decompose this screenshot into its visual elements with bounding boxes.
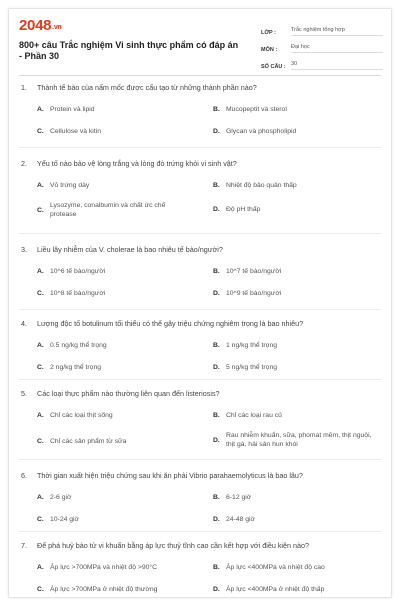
question-number: 6. <box>21 471 27 480</box>
option-text: Áp lực <400MPa và nhiệt độ cao <box>226 564 325 571</box>
option-b[interactable] <box>213 105 371 114</box>
document-page <box>8 8 392 598</box>
option-letter: A. <box>37 106 44 113</box>
meta-row-count <box>261 53 383 70</box>
question-separator <box>19 379 381 380</box>
question-number: 4. <box>21 319 27 328</box>
question-separator <box>19 233 381 234</box>
option-letter: B. <box>213 564 220 571</box>
meta-value: Trắc nghiệm tổng hợp <box>291 27 383 36</box>
option-letter: A. <box>37 342 44 349</box>
question-text <box>21 541 381 551</box>
document-title: 800+ câu Trắc nghiệm Vi sinh thực phẩm có đáp án - Phần 30 <box>19 40 239 61</box>
option-c[interactable] <box>37 515 195 524</box>
question-number: 2. <box>21 159 27 168</box>
meta-label: MÔN : <box>261 47 278 53</box>
question-prompt: Yếu tố nào bảo vệ lòng trắng và lòng đỏ trứng khỏi vi sinh vật? <box>37 159 237 168</box>
document-header <box>9 9 391 73</box>
option-letter: A. <box>37 412 44 419</box>
option-text: Glycan và phospholipid <box>226 128 297 135</box>
option-b[interactable] <box>213 493 371 502</box>
question-separator <box>19 309 381 310</box>
option-a[interactable] <box>37 341 195 350</box>
option-letter: C. <box>37 364 44 371</box>
option-text: 10^9 tế bào/người <box>226 290 282 297</box>
option-text: 10^8 tế bào/người <box>50 290 106 297</box>
option-text: Vỏ trứng dày <box>50 182 90 189</box>
option-text: Mucopeptit và sterol <box>226 106 287 113</box>
question-number: 3. <box>21 245 27 254</box>
option-d[interactable] <box>213 127 371 136</box>
header-divider <box>19 75 381 76</box>
option-letter: A. <box>37 182 44 189</box>
option-c[interactable] <box>37 289 195 298</box>
question-number: 5. <box>21 389 27 398</box>
question-text <box>21 319 381 329</box>
option-letter: B. <box>213 182 220 189</box>
option-b[interactable] <box>213 563 371 572</box>
option-text: Nhiệt độ bảo quản thấp <box>226 182 297 189</box>
option-text: Protein và lipid <box>50 106 95 113</box>
option-b[interactable] <box>213 411 371 420</box>
option-d[interactable] <box>213 431 378 449</box>
option-text: Áp lực >700MPa và nhiệt độ >90°C <box>50 564 158 571</box>
option-text: 2-6 giờ <box>50 494 72 501</box>
question-prompt: Lượng độc tố botulinum tối thiểu có thể gây triệu chứng nghiêm trọng là bao nhiêu? <box>37 319 304 328</box>
question-number: 1. <box>21 83 27 92</box>
option-letter: C. <box>37 128 44 135</box>
option-text: 10-24 giờ <box>50 516 80 523</box>
option-letter: A. <box>37 268 44 275</box>
option-c[interactable] <box>37 201 180 219</box>
option-text: 24-48 giờ <box>226 516 256 523</box>
option-letter: C. <box>37 438 44 445</box>
option-b[interactable] <box>213 267 371 276</box>
option-letter: C. <box>37 206 44 214</box>
question-prompt: Thời gian xuất hiện triệu chứng sau khi ăn phải Vibrio parahaemolyticus là bao lâu? <box>37 471 303 480</box>
option-text: Độ pH thấp <box>226 206 261 213</box>
option-letter: A. <box>37 494 44 501</box>
option-letter: D. <box>213 364 220 371</box>
option-letter: D. <box>213 516 220 523</box>
option-letter: B. <box>213 412 220 419</box>
option-text: Cellulose và kitin <box>50 128 101 135</box>
option-a[interactable] <box>37 181 195 190</box>
option-letter: B. <box>213 494 220 501</box>
option-text: 1 ng/kg thể trọng <box>226 342 278 349</box>
option-c[interactable] <box>37 127 195 136</box>
option-d[interactable] <box>213 289 371 298</box>
meta-row-subject <box>261 36 383 53</box>
question-separator <box>19 459 381 460</box>
option-d[interactable] <box>213 363 371 372</box>
option-letter: D. <box>213 128 220 135</box>
question-separator <box>19 531 381 532</box>
question-separator <box>19 147 381 148</box>
option-letter: B. <box>213 342 220 349</box>
option-letter: D. <box>213 586 220 593</box>
question-text <box>21 471 381 481</box>
question-prompt: Thành tế bào của nấm mốc được cấu tạo từ những thành phần nào? <box>37 83 257 92</box>
option-text: 2 ng/kg thể trọng <box>50 364 102 371</box>
option-text: Chỉ các sản phẩm từ sữa <box>50 438 127 445</box>
logo-main: 2048 <box>19 17 52 34</box>
option-b[interactable] <box>213 181 371 190</box>
option-c[interactable] <box>37 437 195 446</box>
question-number: 7. <box>21 541 27 550</box>
document-meta <box>261 19 383 70</box>
option-letter: C. <box>37 516 44 523</box>
meta-value: 30 <box>291 61 383 70</box>
meta-value: Đại học <box>291 44 383 53</box>
option-text: Áp lực <400MPa ở nhiệt độ thấp <box>226 586 325 593</box>
option-text: 5 ng/kg thể trọng <box>226 364 278 371</box>
question-text <box>21 159 381 169</box>
option-d[interactable] <box>213 585 371 594</box>
option-b[interactable] <box>213 341 371 350</box>
option-text: Chỉ các loại rau củ <box>226 412 282 419</box>
option-letter: B. <box>213 268 220 275</box>
option-a[interactable] <box>37 493 195 502</box>
question-text <box>21 83 381 93</box>
option-letter: A. <box>37 564 44 571</box>
meta-label: LỚP : <box>261 30 276 36</box>
option-a[interactable] <box>37 105 195 114</box>
option-c[interactable] <box>37 363 195 372</box>
option-text: 10^7 tế bào/người <box>226 268 282 275</box>
question-prompt: Các loại thực phẩm nào thường liên quan đến listeriosis? <box>37 389 220 398</box>
option-text: 0.5 ng/kg thể trọng <box>50 342 107 349</box>
logo-suffix: .vn <box>52 24 62 31</box>
option-letter: C. <box>37 586 44 593</box>
option-letter: D. <box>213 436 220 444</box>
option-text: Rau nhiễm khuẩn, sữa, phomat mềm, thịt nguội, thịt gà, hải sản hun khói <box>226 432 372 448</box>
question-text <box>21 245 381 255</box>
option-text: 6-12 giờ <box>226 494 252 501</box>
option-d[interactable] <box>213 515 371 524</box>
option-text: Lysozyme, conalbumin và chất ức chế protease <box>50 202 166 218</box>
option-letter: B. <box>213 106 220 113</box>
option-letter: C. <box>37 290 44 297</box>
meta-row-class <box>261 19 383 36</box>
option-text: Áp lực >700MPa ở nhiệt độ thường <box>50 586 158 593</box>
question-text <box>21 389 381 399</box>
option-a[interactable] <box>37 267 195 276</box>
option-a[interactable] <box>37 563 195 572</box>
question-prompt: Liều lây nhiễm của V. cholerae là bao nhiêu tế bào/người? <box>37 245 223 254</box>
option-c[interactable] <box>37 585 195 594</box>
option-d[interactable] <box>213 205 371 214</box>
option-letter: D. <box>213 206 220 213</box>
option-a[interactable] <box>37 411 195 420</box>
meta-label: SỐ CÂU : <box>261 64 286 70</box>
option-text: Chỉ các loại thịt sống <box>50 412 113 419</box>
question-prompt: Để phá huỷ bào tử vi khuẩn bằng áp lực thuỷ tĩnh cao cần kết hợp với điều kiện nào? <box>37 541 309 550</box>
option-letter: D. <box>213 290 220 297</box>
option-text: 10^6 tế bào/người <box>50 268 106 275</box>
